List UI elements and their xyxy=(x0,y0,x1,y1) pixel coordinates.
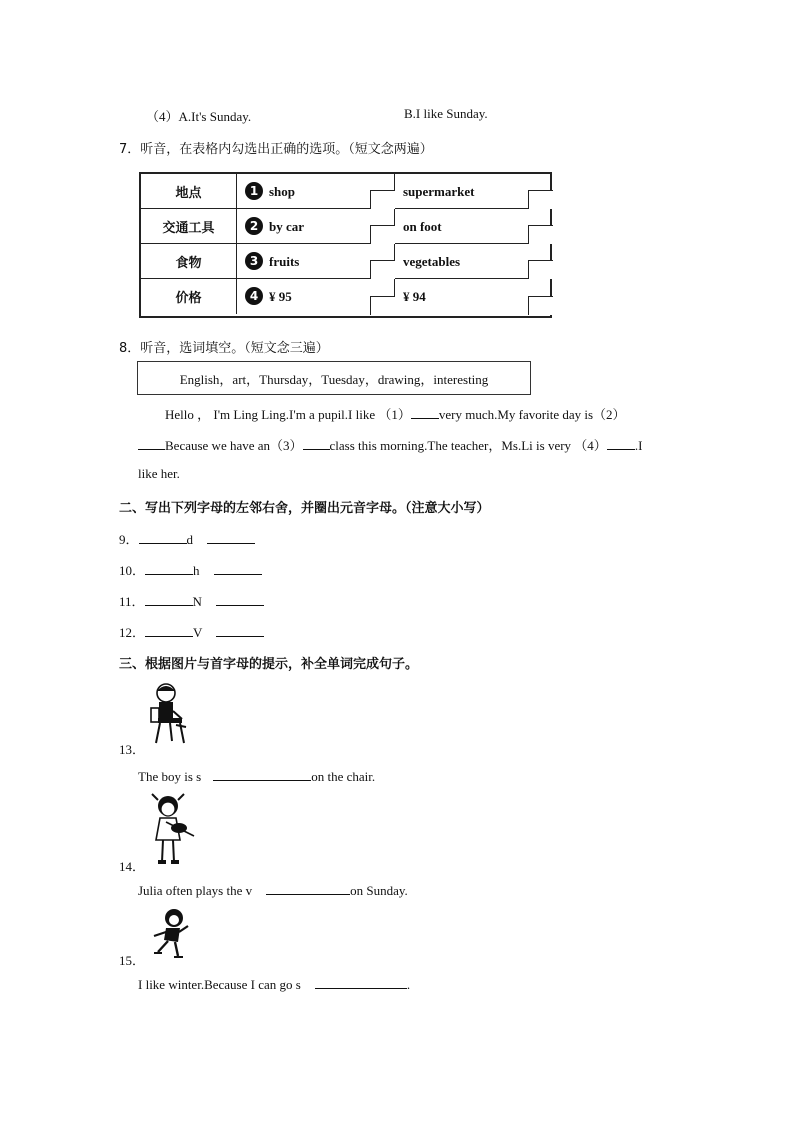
q8-line-3: like her. xyxy=(138,466,180,481)
checkbox[interactable] xyxy=(370,190,395,209)
q15-sentence: I like winter.Because I can go s . xyxy=(138,977,411,992)
right-neighbor-blank[interactable] xyxy=(214,562,262,575)
checkbox[interactable] xyxy=(528,225,553,244)
option-b: vegetables xyxy=(403,254,461,269)
answer-blank[interactable] xyxy=(266,882,350,895)
option-b: ¥ 94 xyxy=(403,289,426,304)
q10: 10． h xyxy=(119,560,262,579)
left-neighbor-blank[interactable] xyxy=(139,531,187,544)
table-row xyxy=(141,174,550,209)
row-head: 食物 xyxy=(141,244,237,278)
answer-blank[interactable] xyxy=(315,976,407,989)
right-neighbor-blank[interactable] xyxy=(216,624,264,637)
blank-2[interactable] xyxy=(138,437,165,450)
row-head: 地点 xyxy=(141,174,237,208)
girl-violin-picture xyxy=(146,792,198,868)
boy-sitting-picture xyxy=(146,681,190,747)
q7-table xyxy=(139,172,552,318)
answer-blank[interactable] xyxy=(213,768,311,781)
option-a: ¥ 95 xyxy=(269,289,292,304)
option-a: by car xyxy=(269,219,305,234)
section-2-title: 二、写出下列字母的左邻右舍，并圈出元音字母。（注意大小写） xyxy=(119,501,490,516)
left-neighbor-blank[interactable] xyxy=(145,624,193,637)
table-row xyxy=(141,279,550,314)
q13-number: 13． xyxy=(119,742,146,757)
option-b: supermarket xyxy=(403,184,475,199)
section-3-title: 三、根据图片与首字母的提示，补全单词完成句子。 xyxy=(119,657,419,672)
blank-4[interactable] xyxy=(607,437,635,450)
number-badge-icon: 1 xyxy=(245,182,263,200)
checkbox[interactable] xyxy=(528,190,553,209)
right-neighbor-blank[interactable] xyxy=(207,531,255,544)
q14-number: 14． xyxy=(119,859,146,874)
checkbox[interactable] xyxy=(370,260,395,279)
right-neighbor-blank[interactable] xyxy=(216,593,264,606)
checkbox[interactable] xyxy=(370,296,395,315)
q8-line-1: Hello ， I'm Ling Ling.I'm a pupil.I like （1） very much.My favorite day is（2） xyxy=(165,407,626,422)
q8-title: 8．听音，选词填空。（短文念三遍） xyxy=(119,341,329,356)
q8-line-2: Because we have an（3） class this morning.The teacher，Ms.Li is very （4） .I xyxy=(138,435,642,454)
q7-title: 7．听音，在表格内勾选出正确的选项。（短文念两遍） xyxy=(119,142,433,157)
option-a: fruits xyxy=(269,254,300,269)
left-neighbor-blank[interactable] xyxy=(145,593,193,606)
q9: 9． d xyxy=(119,529,255,548)
row-head: 交通工具 xyxy=(141,209,237,243)
table-row xyxy=(141,209,550,244)
checkbox[interactable] xyxy=(528,260,553,279)
blank-3[interactable] xyxy=(303,437,330,450)
number-badge-icon: 2 xyxy=(245,217,263,235)
checkbox[interactable] xyxy=(370,225,395,244)
checkbox[interactable] xyxy=(528,296,553,315)
word-bank: English，art，Thursday，Tuesday，drawing，interesting xyxy=(137,361,531,395)
q6-4-option-a: （4）A.It's Sunday. xyxy=(146,109,252,124)
q6-4-option-b: B.I like Sunday. xyxy=(404,106,488,121)
q11: 11． N xyxy=(119,591,264,610)
skating-child-picture xyxy=(148,906,192,960)
number-badge-icon: 4 xyxy=(245,287,263,305)
q13-sentence: The boy is s on the chair. xyxy=(138,769,376,784)
row-head: 价格 xyxy=(141,279,237,314)
q15-number: 15． xyxy=(119,953,146,968)
table-row xyxy=(141,244,550,279)
option-a: shop xyxy=(269,184,296,199)
left-neighbor-blank[interactable] xyxy=(145,562,193,575)
q12: 12． V xyxy=(119,622,264,641)
option-b: on foot xyxy=(403,219,442,234)
blank-1[interactable] xyxy=(411,406,439,419)
q14-sentence: Julia often plays the v on Sunday. xyxy=(138,883,408,898)
number-badge-icon: 3 xyxy=(245,252,263,270)
